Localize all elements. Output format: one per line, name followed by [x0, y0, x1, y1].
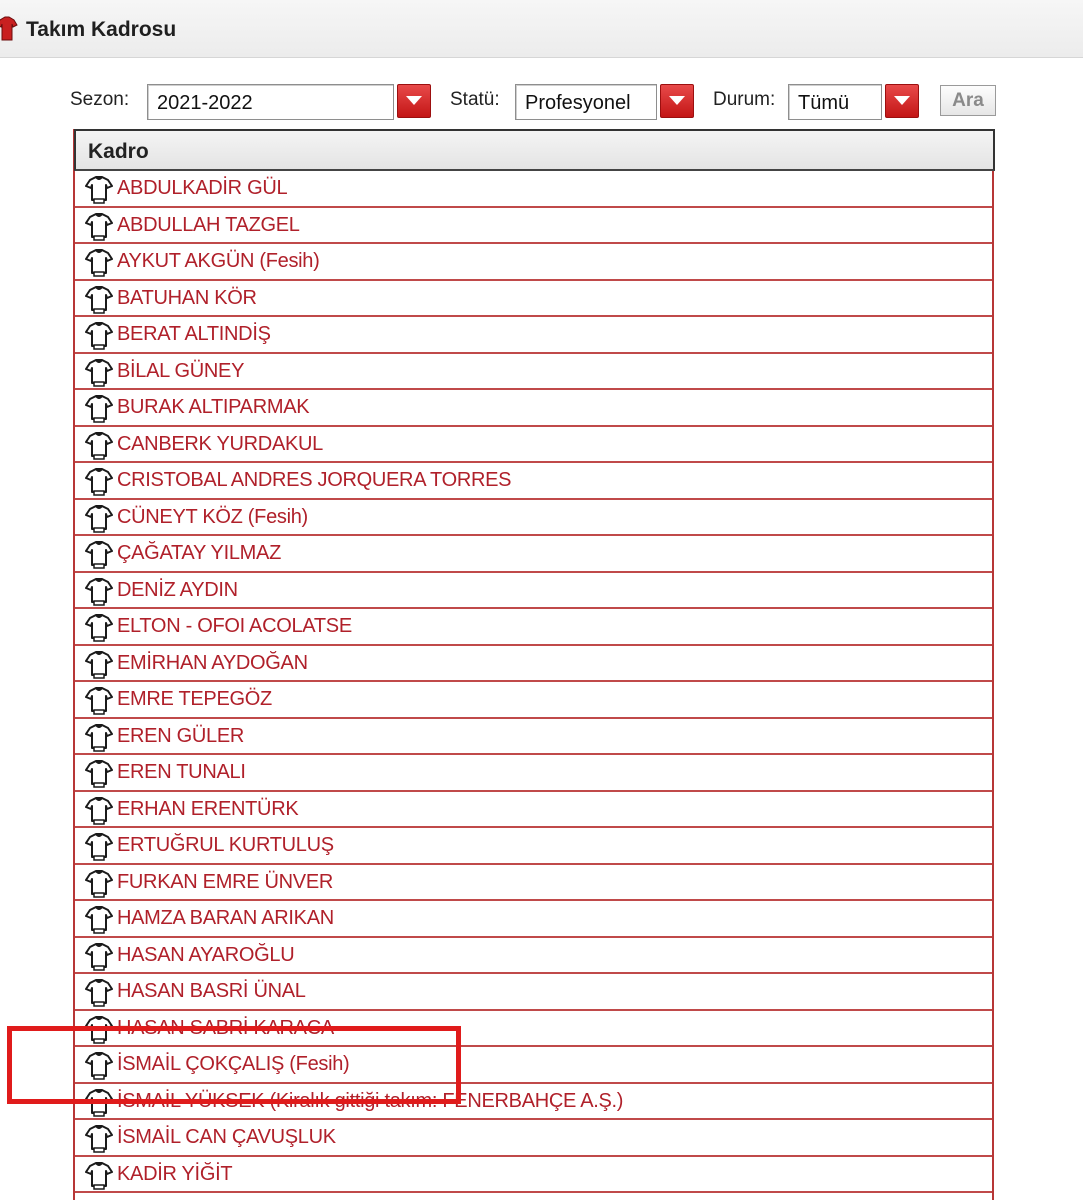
table-row[interactable]	[75, 901, 992, 938]
player-name-link[interactable]: İSMAİL ÇOKÇALIŞ (Fesih)	[117, 1053, 350, 1075]
grid-header	[74, 129, 995, 171]
window-title: Takım Kadrosu	[26, 18, 177, 41]
table-row[interactable]	[75, 974, 992, 1011]
player-name-link[interactable]: HASAN BASRİ ÜNAL	[117, 980, 306, 1002]
jersey-icon	[85, 942, 113, 971]
jersey-icon	[85, 1124, 113, 1153]
player-name-link[interactable]: EREN GÜLER	[117, 724, 245, 747]
jersey-icon	[85, 796, 113, 825]
grid-header-label: Kadro	[88, 140, 149, 163]
jersey-icon	[85, 869, 113, 898]
state-select[interactable]	[788, 84, 882, 120]
table-row[interactable]	[75, 573, 992, 610]
table-row[interactable]	[75, 1157, 992, 1194]
jersey-icon	[85, 686, 113, 715]
jersey-icon	[85, 613, 113, 642]
player-name-link[interactable]: KADİR YİĞİT	[117, 1162, 233, 1185]
jersey-icon	[85, 248, 113, 277]
jersey-icon	[85, 1161, 113, 1190]
table-row[interactable]	[75, 865, 992, 902]
state-label: Durum:	[713, 89, 776, 110]
chevron-down-icon	[894, 96, 910, 105]
table-row[interactable]	[75, 171, 992, 208]
table-row[interactable]	[75, 463, 992, 500]
state-dropdown-button[interactable]	[885, 84, 919, 118]
highlight-annotation	[7, 1026, 461, 1104]
jersey-icon	[85, 175, 113, 204]
player-name-link[interactable]: EREN TUNALI	[117, 761, 246, 783]
player-name-link[interactable]: HAMZA BARAN ARIKAN	[117, 907, 334, 929]
table-row[interactable]	[75, 390, 992, 427]
table-row[interactable]	[75, 500, 992, 537]
table-row[interactable]	[75, 244, 992, 281]
status-label: Statü:	[450, 89, 500, 110]
jersey-icon	[0, 16, 18, 42]
player-name-link[interactable]: İSMAİL YÜKSEK (Kiralık gittiği takım: FENERBAHÇE A.Ş.)	[117, 1089, 624, 1112]
season-label: Sezon:	[70, 89, 130, 110]
table-row[interactable]	[75, 354, 992, 391]
jersey-icon	[85, 358, 113, 387]
status-value: Profesyonel	[525, 92, 631, 114]
chevron-down-icon	[669, 96, 685, 105]
player-name-link[interactable]: EMİRHAN AYDOĞAN	[117, 651, 308, 674]
player-name-link[interactable]: ABDULLAH TAZGEL	[117, 213, 300, 236]
player-name-link[interactable]: BİLAL GÜNEY	[117, 359, 245, 382]
table-row[interactable]	[75, 317, 992, 354]
title-bar	[0, 0, 1083, 58]
jersey-icon	[85, 832, 113, 861]
table-row[interactable]	[75, 1120, 992, 1157]
player-name-link[interactable]: BERAT ALTINDİŞ	[117, 323, 271, 345]
table-row[interactable]	[75, 755, 992, 792]
table-row[interactable]	[75, 281, 992, 318]
jersey-icon	[85, 650, 113, 679]
jersey-icon	[85, 577, 113, 606]
player-name-link[interactable]: HASAN AYAROĞLU	[117, 943, 295, 966]
player-name-link[interactable]: BURAK ALTIPARMAK	[117, 396, 310, 418]
player-name-link[interactable]: EMRE TEPEGÖZ	[117, 688, 272, 710]
player-name-link[interactable]: DENİZ AYDIN	[117, 578, 238, 601]
table-row[interactable]	[75, 208, 992, 245]
player-name-link[interactable]: ERHAN ERENTÜRK	[117, 797, 299, 820]
player-name-link[interactable]: CANBERK YURDAKUL	[117, 432, 324, 455]
season-select[interactable]	[147, 84, 394, 120]
jersey-icon	[85, 723, 113, 752]
table-row[interactable]	[75, 682, 992, 719]
jersey-icon	[85, 540, 113, 569]
season-value: 2021-2022	[157, 92, 253, 114]
jersey-icon	[85, 212, 113, 241]
player-name-link[interactable]: İSMAİL CAN ÇAVUŞLUK	[117, 1126, 336, 1148]
player-name-link[interactable]: CRISTOBAL ANDRES JORQUERA TORRES	[117, 469, 512, 491]
player-name-link[interactable]: BATUHAN KÖR	[117, 286, 257, 309]
jersey-icon	[85, 467, 113, 496]
jersey-icon	[85, 759, 113, 788]
status-select[interactable]	[515, 84, 657, 120]
jersey-icon	[85, 905, 113, 934]
search-button[interactable]: Ara	[940, 85, 996, 116]
table-row[interactable]	[75, 646, 992, 683]
player-name-link[interactable]: ERTUĞRUL KURTULUŞ	[117, 834, 334, 856]
table-row[interactable]	[75, 427, 992, 464]
jersey-icon	[85, 978, 113, 1007]
player-name-link[interactable]: ABDULKADİR GÜL	[117, 177, 288, 199]
table-row[interactable]	[75, 938, 992, 975]
table-row[interactable]	[75, 828, 992, 865]
jersey-icon	[85, 504, 113, 533]
player-name-link[interactable]: ELTON - OFOI ACOLATSE	[117, 615, 352, 637]
table-row[interactable]	[75, 719, 992, 756]
chevron-down-icon	[406, 96, 422, 105]
state-value: Tümü	[798, 92, 850, 114]
table-row[interactable]	[75, 609, 992, 646]
player-name-link[interactable]: FURKAN EMRE ÜNVER	[117, 870, 334, 893]
table-row[interactable]	[75, 536, 992, 573]
status-dropdown-button[interactable]	[660, 84, 694, 118]
season-dropdown-button[interactable]	[397, 84, 431, 118]
jersey-icon	[85, 431, 113, 460]
jersey-icon	[85, 285, 113, 314]
table-row[interactable]	[75, 792, 992, 829]
player-name-link[interactable]: HASAN SABRİ KARACA	[117, 1016, 334, 1039]
player-name-link[interactable]: AYKUT AKGÜN (Fesih)	[117, 250, 320, 272]
player-name-link[interactable]: ÇAĞATAY YILMAZ	[117, 542, 281, 564]
jersey-icon	[85, 394, 113, 423]
player-name-link[interactable]: CÜNEYT KÖZ (Fesih)	[117, 505, 308, 528]
jersey-icon	[85, 321, 113, 350]
